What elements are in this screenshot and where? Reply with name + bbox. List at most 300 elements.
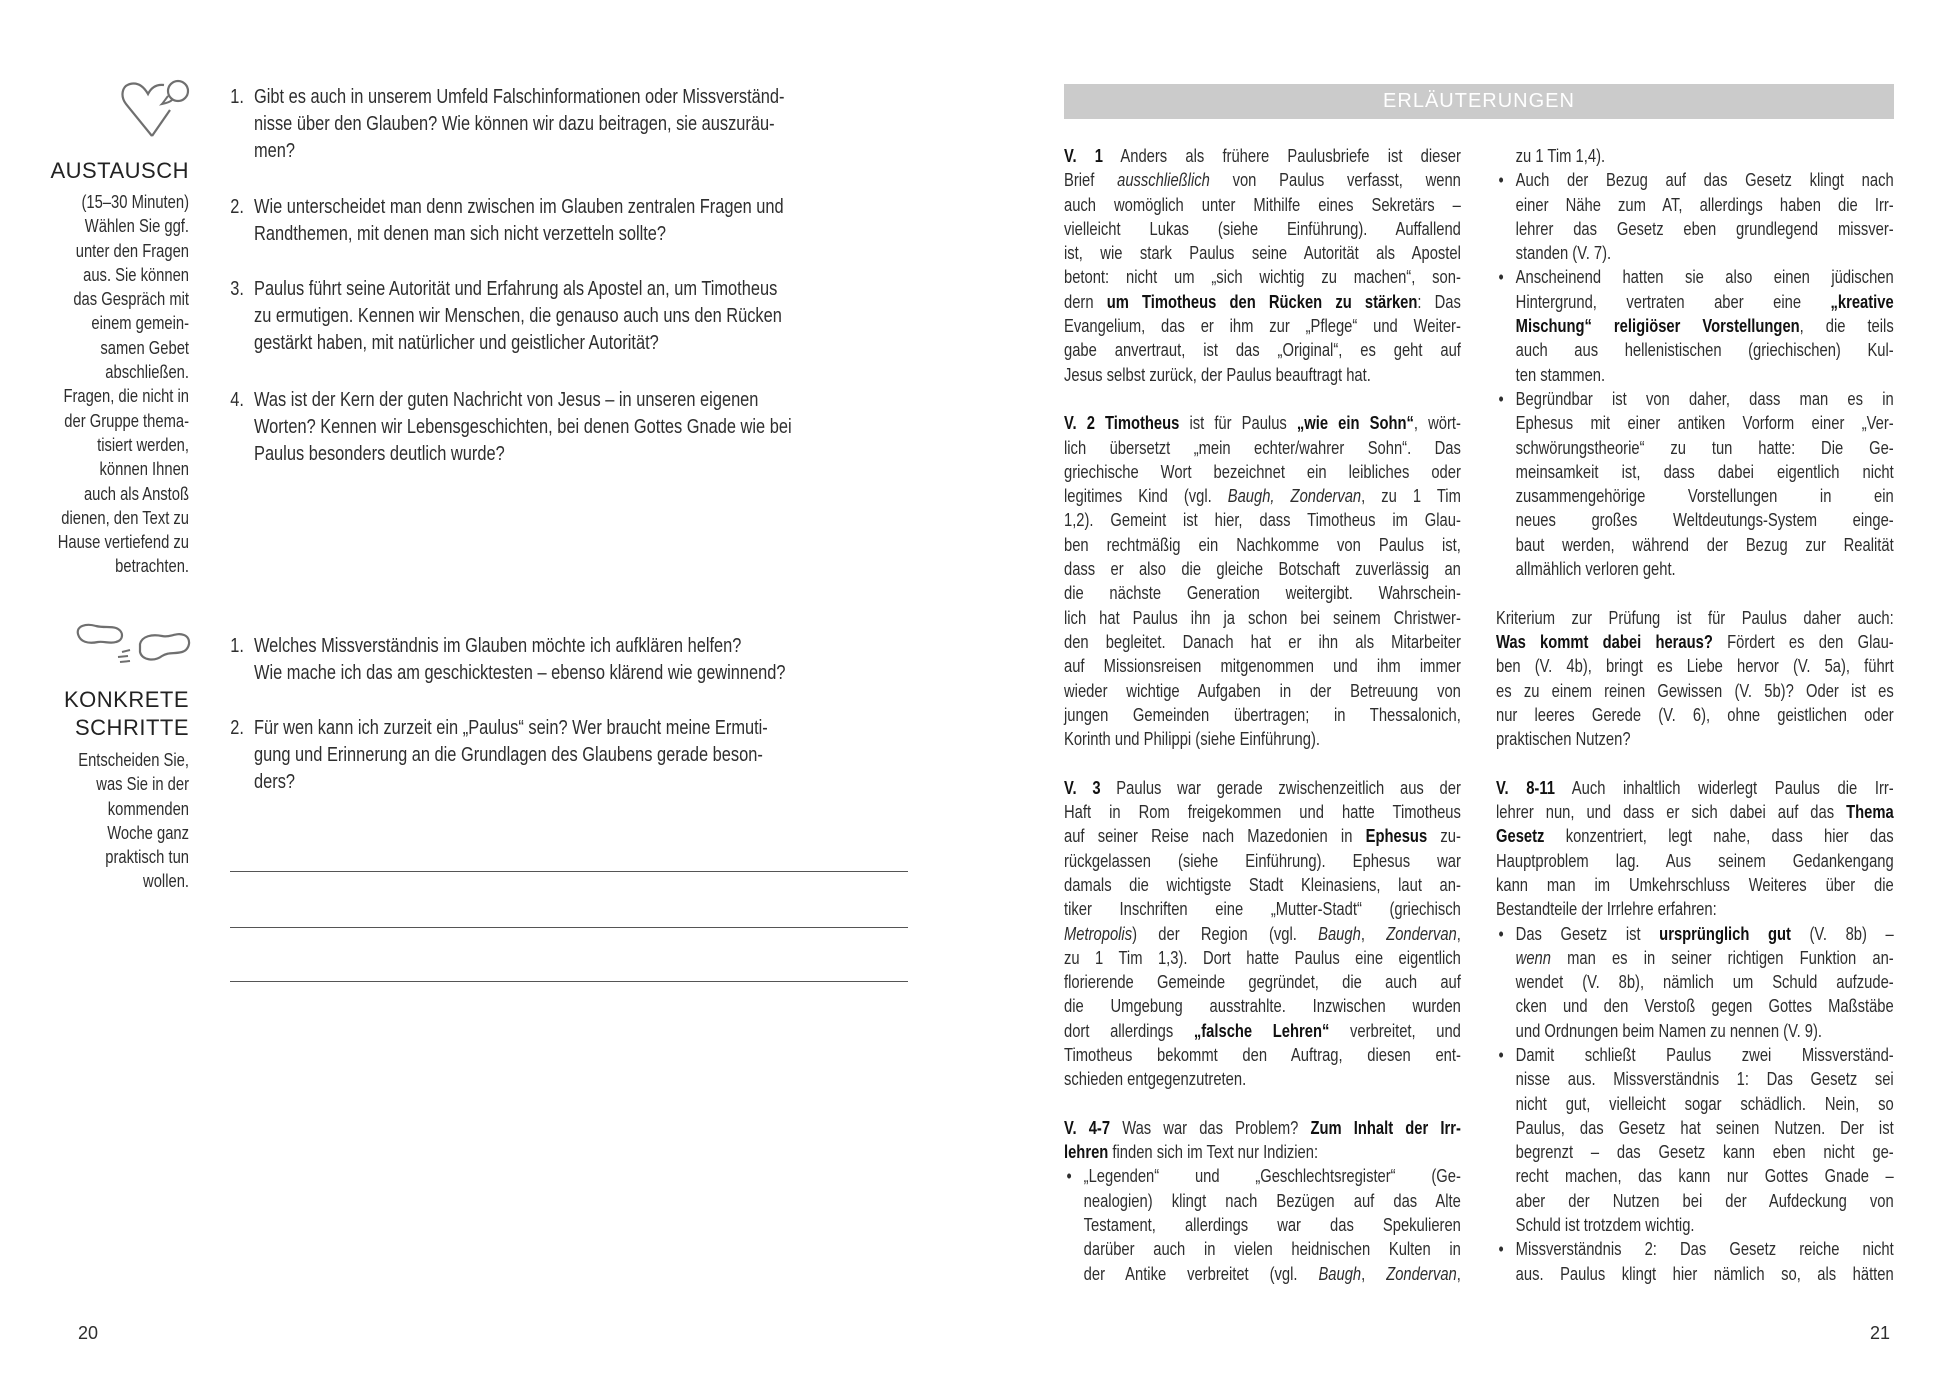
paragraph — [1496, 776, 1894, 922]
text-line — [1064, 338, 1461, 362]
bullet-icon: • — [1498, 170, 1504, 191]
question-line: ders? — [254, 771, 296, 793]
question-line: Gibt es auch in unserem Umfeld Falschinformationen oder Missverständ- — [254, 86, 785, 108]
text-run: vielleicht Lukas (siehe Einführung). Auffallend — [1064, 218, 1461, 239]
text-line — [1516, 508, 1894, 532]
exchange-question-4 — [230, 387, 792, 468]
text-run: es zu einem reinen Gewissen (V. 5b)? Oder ist es — [1496, 680, 1894, 701]
text-line: unter den Fragen — [75, 240, 189, 261]
paragraph — [1496, 606, 1894, 752]
text-line — [1516, 1213, 1894, 1237]
question-line: Wie mache ich das am geschicktesten – ebenso klärend wie gewinnend? — [254, 662, 786, 684]
text-run: jungen Gemeinden übertragen; in Thessalonich, — [1064, 704, 1461, 725]
text-line — [1516, 1262, 1894, 1286]
text-run: Timotheus bekommt den Auftrag, diesen ent- — [1064, 1044, 1461, 1065]
text-run: ten stammen. — [1515, 364, 1606, 385]
question-line: Randthemen, mit denen man sich nicht verzetteln sollte? — [254, 223, 667, 245]
text-run: ben (V. 4b), bringt es Liebe hervor (V. 5a), führt — [1496, 656, 1894, 677]
bullet-item — [1496, 144, 1894, 168]
text-run: , — [1361, 1263, 1387, 1284]
text-line — [1516, 1140, 1894, 1164]
text-line — [1496, 703, 1894, 727]
question-line: Wie unterscheidet man denn zwischen im Glauben zentralen Fragen und — [254, 196, 784, 218]
bullet-item — [1496, 168, 1894, 265]
text-line — [1516, 1189, 1894, 1213]
text-line — [1064, 193, 1461, 217]
text-line: auch als Anstoß — [83, 483, 189, 504]
section-title-exchange: AUSTAUSCH — [50, 158, 189, 183]
text-line — [1496, 654, 1894, 678]
text-line — [1064, 849, 1461, 873]
text-run: Das Gesetz ist — [1515, 923, 1660, 944]
text-line — [1064, 484, 1461, 508]
text-line — [1516, 994, 1894, 1018]
text-run: Bestandteile der Irrlehre erfahren: — [1496, 899, 1717, 920]
text-line: können Ihnen — [99, 459, 189, 480]
text-run: „Legenden“ und „Geschlechtsregister“ (Ge- — [1083, 1166, 1461, 1187]
text-run: Damit schließt Paulus zwei Missverständ- — [1515, 1044, 1894, 1065]
text-run: standen (V. 7). — [1515, 243, 1612, 264]
exchange-instructions — [0, 190, 189, 579]
text-line — [1516, 436, 1894, 460]
paragraph — [1064, 144, 1461, 387]
italic-text: ausschließlich — [1117, 170, 1210, 191]
text-run: baut werden, während der Bezug zur Realität — [1515, 534, 1894, 555]
text-run: Anscheinend hatten sie also einen jüdischen — [1515, 267, 1894, 288]
text-run: wendet (V. 8b), nämlich um Schuld aufzude- — [1515, 972, 1894, 993]
text-line — [1084, 1237, 1461, 1261]
question-line: nisse über den Glauben? Wie können wir dazu beitragen, sie auszuräu- — [254, 113, 775, 135]
text-run: Korinth und Philippi (siehe Einführung). — [1064, 729, 1320, 750]
text-run: Kriterium zur Prüfung ist für Paulus daher auch: — [1496, 607, 1894, 628]
text-run: dern — [1064, 291, 1107, 312]
bold-text: ursprünglich gut — [1659, 923, 1791, 944]
text-line — [1516, 484, 1894, 508]
bold-text: lehren — [1064, 1142, 1109, 1163]
text-line: abschließen. — [105, 362, 189, 383]
bold-text: Thema — [1846, 802, 1894, 823]
text-line: Entscheiden Sie, — [78, 750, 189, 770]
text-run: einer Nähe zum AT, allerdings haben die Irr- — [1515, 194, 1894, 215]
text-line — [1084, 1262, 1461, 1286]
text-line — [1496, 630, 1894, 654]
text-run: cken und den Verstoß gegen Gottes Maßstäbe — [1515, 996, 1894, 1017]
text-run: lich hat Paulus ihn ja schon bei seinem Christwer- — [1064, 607, 1461, 628]
explanations-column-2 — [1496, 144, 1894, 1286]
text-run: verbreitet, und — [1329, 1020, 1461, 1041]
text-run: 1,2). Gemeint ist hier, dass Timotheus im Glau- — [1064, 510, 1461, 531]
text-line — [1064, 436, 1461, 460]
text-line — [1516, 1019, 1894, 1043]
italic-text: Zondervan — [1386, 1263, 1457, 1284]
text-line — [1084, 1213, 1461, 1237]
text-line — [1064, 776, 1461, 800]
text-line: tisiert werden, — [97, 434, 189, 455]
text-line — [1496, 849, 1894, 873]
text-run: nealogien) klingt nach Bezügen auf das Alte — [1083, 1190, 1461, 1211]
text-line — [1516, 168, 1894, 192]
text-run: Auch inhaltlich widerlegt Paulus die Irr- — [1554, 777, 1894, 798]
text-run: Testament, allerdings war das Spekulieren — [1083, 1215, 1461, 1236]
text-line — [1496, 824, 1894, 848]
text-line: betrachten. — [115, 556, 189, 577]
text-run: den begleitet. Danach hat er ihn als Mitarbeiter — [1064, 631, 1461, 652]
footprints-icon — [72, 622, 194, 672]
text-line — [1516, 1164, 1894, 1188]
question-number: 2. — [230, 717, 244, 739]
bold-text: „kreative — [1830, 291, 1894, 312]
text-line — [1496, 679, 1894, 703]
text-line: kommenden — [107, 798, 189, 819]
text-run: darüber auch in vielen heidnischen Kulten in — [1083, 1239, 1461, 1260]
text-run: aber der Nutzen bei der Aufdeckung von — [1515, 1190, 1894, 1211]
steps-instructions — [0, 748, 189, 894]
text-run: die Umgebung ausstrahlte. Inzwischen wurden — [1064, 996, 1461, 1017]
text-line — [1516, 265, 1894, 289]
text-run: Paulus, das Gesetz hat seinen Nutzen. Der ist — [1515, 1117, 1894, 1138]
bold-text: V. 3 — [1064, 777, 1101, 798]
bullet-item — [1496, 265, 1894, 386]
text-line — [1064, 363, 1461, 387]
text-line — [1064, 217, 1461, 241]
text-run: und Ordnungen beim Namen zu nennen (V. 9). — [1515, 1020, 1823, 1041]
text-run: Hintergrund, vertraten aber eine — [1515, 291, 1831, 312]
text-run: auch aus hellenistischen (griechischen) Kul- — [1515, 340, 1894, 361]
writing-line-1 — [230, 871, 908, 872]
text-line — [1064, 460, 1461, 484]
italic-text: Baugh — [1318, 1263, 1362, 1284]
text-line — [1084, 1189, 1461, 1213]
text-line: einem gemein- — [91, 313, 189, 334]
bullet-icon: • — [1498, 267, 1504, 288]
text-line — [1064, 703, 1461, 727]
text-run: Evangelium, das er ihm zur „Pflege“ und Weiter- — [1064, 316, 1461, 337]
text-line — [1064, 922, 1461, 946]
text-line — [1064, 946, 1461, 970]
bold-text: „wie ein Sohn“ — [1296, 413, 1414, 434]
text-run: griechische Wort bezeichnet ein leibliches oder — [1064, 461, 1461, 482]
text-line: praktisch tun — [105, 847, 189, 868]
text-run: ) der Region (vgl. — [1132, 923, 1319, 944]
text-run: wieder wichtige Aufgaben in der Betreuung von — [1064, 680, 1461, 701]
text-line — [1496, 776, 1894, 800]
text-line: wollen. — [143, 871, 189, 892]
text-line: der Gruppe thema- — [64, 410, 189, 431]
text-line — [1064, 970, 1461, 994]
text-line — [1516, 970, 1894, 994]
text-run: Fördert es den Glau- — [1712, 631, 1894, 652]
text-line — [1496, 727, 1894, 751]
text-run: lich übersetzt „mein echter/wahrer Sohn“. Das — [1064, 437, 1461, 458]
bullet-icon: • — [1498, 1239, 1504, 1260]
text-run: tiker Inschriften eine „Mutter-Stadt“ (griechisch — [1064, 899, 1461, 920]
question-number: 1. — [230, 635, 244, 657]
bullet-item — [1496, 1237, 1894, 1286]
text-run: , wört- — [1413, 413, 1461, 434]
text-run: legitimes Kind (vgl. — [1064, 486, 1228, 507]
text-line — [1064, 144, 1461, 168]
text-run: Schuld ist trotzdem wichtig. — [1515, 1215, 1695, 1236]
text-line — [1064, 994, 1461, 1018]
text-run: rückgelassen (siehe Einführung). Ephesus war — [1064, 850, 1461, 871]
text-line — [1516, 290, 1894, 314]
text-run: , — [1456, 1263, 1461, 1284]
text-line — [1516, 338, 1894, 362]
italic-text: Metropolis — [1064, 923, 1133, 944]
question-line: Für wen kann ich zurzeit ein „Paulus“ sein? Wer braucht meine Ermuti- — [254, 717, 768, 739]
text-run: damals die wichtigste Stadt Kleinasiens, laut an- — [1064, 874, 1461, 895]
question-number: 3. — [230, 278, 244, 300]
text-line — [1516, 946, 1894, 970]
text-line — [1064, 265, 1461, 289]
text-line — [1516, 533, 1894, 557]
text-run: von Paulus verfasst, wenn — [1209, 170, 1461, 191]
text-line — [1516, 922, 1894, 946]
bullet-icon: • — [1498, 1044, 1504, 1065]
writing-line-3 — [230, 981, 908, 982]
text-run: betont: nicht um „sich wichtig zu machen“, son- — [1064, 267, 1461, 288]
text-run: Auch der Bezug auf das Gesetz klingt nach — [1515, 170, 1894, 191]
writing-line-2 — [230, 927, 908, 928]
text-line — [1064, 411, 1461, 435]
text-line — [1064, 1019, 1461, 1043]
text-line — [1064, 290, 1461, 314]
text-line — [1516, 1067, 1894, 1091]
text-run: schieden entgegenzutreten. — [1064, 1069, 1247, 1090]
text-line — [1516, 1116, 1894, 1140]
text-line — [1064, 824, 1461, 848]
text-run: , — [1360, 923, 1387, 944]
bullet-item — [1496, 1043, 1894, 1237]
page-number-left: 20 — [78, 1323, 99, 1343]
text-line — [1064, 1116, 1461, 1140]
text-line — [1064, 727, 1461, 751]
text-line: das Gespräch mit — [73, 289, 189, 310]
text-line — [1516, 460, 1894, 484]
text-run: auch womöglich unter Mithilfe eines Sekretärs – — [1064, 194, 1461, 215]
page-number-right: 21 — [1870, 1323, 1891, 1343]
text-line — [1064, 508, 1461, 532]
text-run: Hauptproblem lag. Aus seinem Gedankengang — [1496, 850, 1894, 871]
text-run: Brief — [1064, 170, 1118, 191]
text-line — [1064, 314, 1461, 338]
text-run: kann man im Umkehrschluss Weiteres über die — [1496, 874, 1894, 895]
bold-text: V. 1 — [1064, 146, 1104, 166]
text-run: Begründbar ist von daher, dass man es in — [1515, 388, 1894, 409]
text-run: ist, wie stark Paulus seine Autorität als Apostel — [1064, 243, 1461, 264]
text-run: Ephesus mit einer antiken Vorform einer „Ver- — [1515, 413, 1894, 434]
question-line: zu ermutigen. Kennen wir Menschen, die genauso auch uns den Rücken — [254, 305, 782, 327]
text-run: , zu 1 Tim — [1361, 486, 1461, 507]
question-line: Paulus führt seine Autorität und Erfahrung als Apostel an, um Timotheus — [254, 278, 778, 300]
text-run: , — [1456, 923, 1461, 944]
text-run: nur leeres Gerede (V. 6), ohne geistlichen oder — [1496, 704, 1894, 725]
text-run: allmählich verloren geht. — [1515, 559, 1676, 580]
text-line — [1496, 606, 1894, 630]
text-line — [1064, 606, 1461, 630]
text-line — [1516, 387, 1894, 411]
text-line — [1064, 630, 1461, 654]
text-run: die nächste Generation weitergibt. Wahrschein- — [1064, 583, 1461, 604]
explanations-header: ERLÄUTERUNGEN — [1064, 84, 1894, 119]
question-line: gestärkt haben, mit natürlicher und geistlicher Autorität? — [254, 332, 659, 354]
text-line — [1516, 314, 1894, 338]
exchange-question-1 — [230, 84, 785, 165]
bold-text: V. 4-7 — [1064, 1117, 1111, 1138]
text-run: Haft in Rom freigekommen und hatte Timotheus — [1064, 802, 1461, 823]
explanations-column-1 — [1064, 144, 1461, 1286]
text-line: Wählen Sie ggf. — [84, 216, 189, 237]
text-line — [1064, 1067, 1461, 1091]
text-run: , die teils — [1799, 316, 1894, 337]
text-run: man es in seiner richtigen Funktion an- — [1550, 947, 1894, 968]
text-line — [1496, 873, 1894, 897]
paragraph — [1064, 776, 1461, 1092]
text-run: praktischen Nutzen? — [1496, 729, 1631, 750]
text-run: auf Missionsreisen mitgenommen und ihm immer — [1064, 656, 1461, 677]
question-line: men? — [254, 140, 296, 162]
bullet-item — [1496, 922, 1894, 1043]
text-run: Anders als frühere Paulusbriefe ist dieser — [1103, 146, 1461, 166]
text-line — [1064, 873, 1461, 897]
text-run: begrenzt – das Gesetz kann eben nicht ge- — [1515, 1142, 1894, 1163]
text-line: (15–30 Minuten) — [81, 192, 189, 212]
text-line — [1064, 241, 1461, 265]
text-run: zu- — [1427, 826, 1461, 847]
bullet-icon: • — [1498, 923, 1504, 944]
text-line — [1064, 1140, 1461, 1164]
text-line — [1064, 679, 1461, 703]
italic-text: wenn — [1515, 947, 1551, 968]
text-run: : Das — [1417, 291, 1461, 312]
text-run: Paulus war gerade zwischenzeitlich aus der — [1100, 777, 1461, 798]
question-number: 4. — [230, 389, 244, 411]
text-run: meinsamkeit ist, dass dabei eigentlich nicht — [1515, 461, 1894, 482]
bullet-item — [1496, 387, 1894, 581]
text-line: Hause vertiefend zu — [57, 532, 190, 553]
bold-text: Gesetz — [1496, 826, 1545, 847]
exchange-question-2 — [230, 194, 784, 248]
text-run: aus. Paulus klingt hier nämlich so, als hätten — [1515, 1263, 1894, 1284]
text-line — [1516, 1043, 1894, 1067]
text-run: Was war das Problem? — [1110, 1117, 1311, 1138]
section-title-steps-line-2: SCHRITTE — [75, 715, 189, 740]
text-line — [1064, 557, 1461, 581]
text-line — [1516, 217, 1894, 241]
text-run: ben rechtmäßig ein Nachkomme von Paulus ist, — [1064, 534, 1461, 555]
question-line: Worten? Kennen wir Lebensgeschichten, bei denen Gottes Gnade wie bei — [254, 416, 792, 438]
text-run: zu 1 Tim 1,3). Dort hatte Paulus eine eigentlich — [1064, 947, 1461, 968]
text-line: dienen, den Text zu — [61, 507, 189, 528]
text-line — [1064, 533, 1461, 557]
text-run: Missverständnis 2: Das Gesetz reiche nicht — [1515, 1239, 1894, 1260]
text-run: nisse aus. Missverständnis 1: Das Gesetz sei — [1515, 1069, 1894, 1090]
text-line — [1064, 800, 1461, 824]
text-run: dass er also die gleiche Botschaft zuverlässig an — [1064, 559, 1461, 580]
section-title-steps-line-1: KONKRETE — [63, 687, 189, 712]
text-run: zu 1 Tim 1,4). — [1515, 146, 1606, 166]
text-run: gabe anvertraut, ist das „Original“, es geht auf — [1064, 340, 1461, 361]
text-run: neues großes Weltdeutungs-System einge- — [1515, 510, 1894, 531]
text-line — [1496, 800, 1894, 824]
text-line: Fragen, die nicht in — [63, 386, 189, 407]
question-line: Was ist der Kern der guten Nachricht von Jesus – in unseren eigenen — [254, 389, 759, 411]
italic-text: Baugh — [1318, 923, 1361, 944]
bold-text: Mischung“ religiöser Vorstellungen — [1515, 316, 1800, 337]
text-run: lehrer das Gesetz eben grundlegend missver- — [1515, 218, 1894, 239]
bullet-icon: • — [1498, 388, 1504, 409]
bold-text: „falsche Lehren“ — [1193, 1020, 1330, 1041]
text-run: auf seiner Reise nach Mazedonien in — [1064, 826, 1366, 847]
text-line — [1516, 1237, 1894, 1261]
text-run: schwörungstheorie“ zu tun hatte: Die Ge- — [1515, 437, 1894, 458]
paragraph — [1064, 411, 1461, 751]
bullet-icon: • — [1066, 1166, 1072, 1187]
text-line — [1064, 654, 1461, 678]
text-run: nicht gut, vielleicht sogar schädlich. Nein, so — [1515, 1093, 1894, 1114]
steps-question-1 — [230, 633, 786, 687]
bold-text: Ephesus — [1365, 826, 1428, 847]
text-run: der Antike verbreitet (vgl. — [1083, 1263, 1319, 1284]
text-run: Jesus selbst zurück, der Paulus beauftragt hat. — [1064, 364, 1371, 385]
question-line: Paulus besonders deutlich wurde? — [254, 443, 505, 465]
text-run: (V. 8b) – — [1790, 923, 1894, 944]
text-run: recht machen, das kann nur Gottes Gnade – — [1515, 1166, 1894, 1187]
question-number: 1. — [230, 86, 244, 108]
text-run: finden sich im Text nur Indizien: — [1108, 1142, 1319, 1163]
text-line — [1516, 411, 1894, 435]
text-line: aus. Sie können — [83, 264, 189, 285]
text-line: samen Gebet — [100, 337, 189, 358]
text-line: Woche ganz — [107, 822, 189, 843]
text-run: ist für Paulus — [1179, 413, 1297, 434]
text-line — [1064, 1043, 1461, 1067]
exchange-question-3 — [230, 276, 782, 357]
bullet-item — [1064, 1164, 1461, 1285]
steps-question-2 — [230, 715, 768, 796]
bold-text: Was kommt dabei heraus? — [1496, 631, 1713, 652]
text-run: dort allerdings — [1064, 1020, 1194, 1041]
heart-speech-bubble-icon — [118, 74, 194, 144]
italic-text: Baugh, Zondervan — [1227, 486, 1362, 507]
text-line — [1496, 897, 1894, 921]
text-line — [1516, 241, 1894, 265]
question-line: gung und Erinnerung an die Grundlagen des Glaubens gerade beson- — [254, 744, 763, 766]
text-line — [1516, 193, 1894, 217]
text-line — [1516, 144, 1894, 168]
text-line — [1516, 363, 1894, 387]
text-line — [1516, 1092, 1894, 1116]
text-line — [1064, 581, 1461, 605]
text-line — [1064, 168, 1461, 192]
bold-text: V. 8-11 — [1496, 777, 1555, 798]
text-line — [1064, 897, 1461, 921]
text-run: lehrer nun, und dass er sich dabei auf das — [1496, 802, 1847, 823]
text-run: florierende Gemeinde gegründet, die auch auf — [1064, 972, 1461, 993]
question-number: 2. — [230, 196, 244, 218]
paragraph — [1064, 1116, 1461, 1165]
text-run: zusammengehörige Vorstellungen in ein — [1515, 486, 1894, 507]
text-run: konzentriert, legt nahe, dass hier das — [1544, 826, 1894, 847]
text-line: was Sie in der — [96, 774, 189, 795]
text-line — [1084, 1164, 1461, 1188]
bold-text: um Timotheus den Rücken zu stärken — [1106, 291, 1418, 312]
bold-text: Zum Inhalt der Irr- — [1310, 1117, 1461, 1138]
italic-text: Zondervan — [1386, 923, 1457, 944]
text-line — [1516, 557, 1894, 581]
question-line: Welches Missverständnis im Glauben möchte ich aufklären helfen? — [254, 635, 742, 657]
bold-text: V. 2 Timotheus — [1064, 413, 1180, 434]
